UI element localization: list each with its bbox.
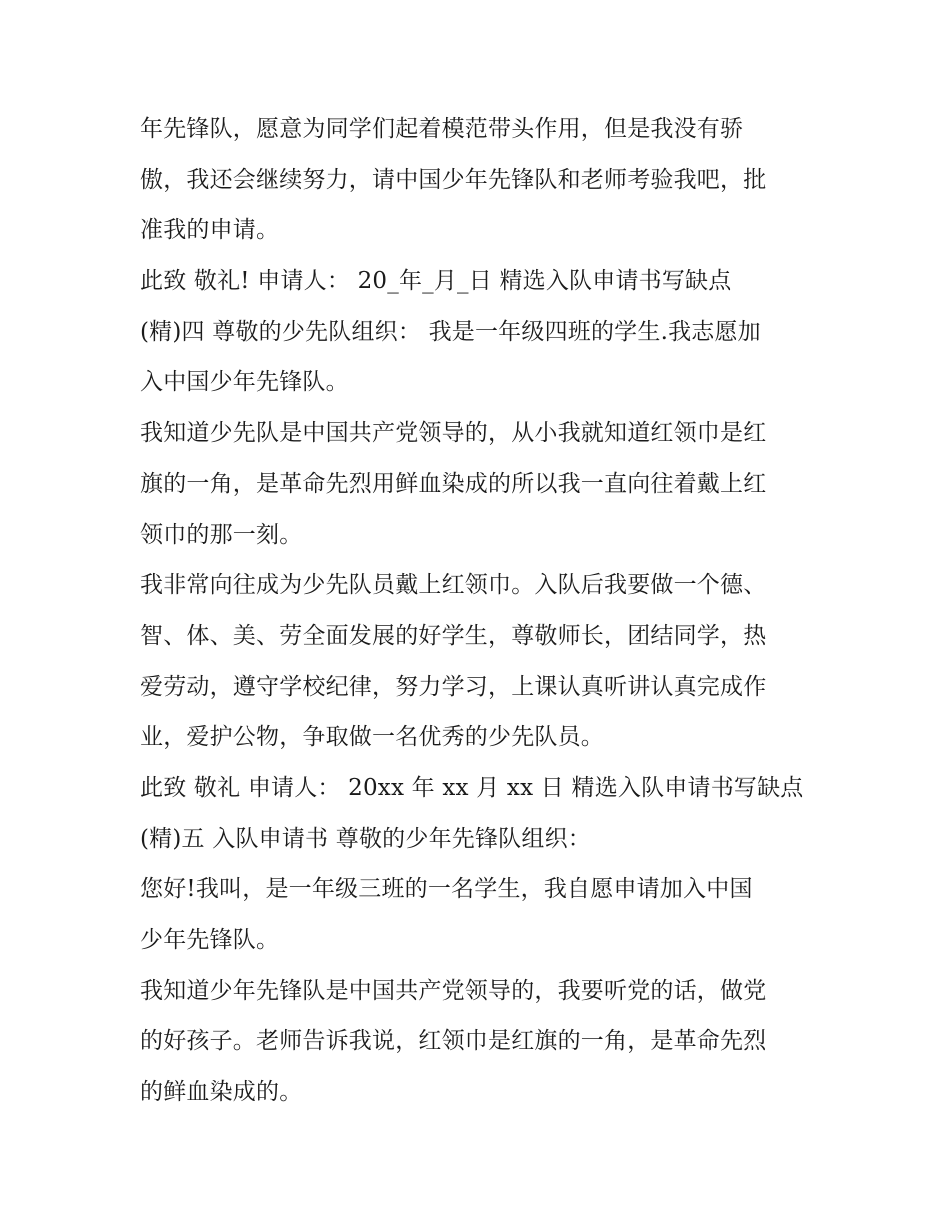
text-line: 我非常向往成为少先队员戴上红领巾。入队后我要做一个德、	[140, 572, 767, 599]
text-line: (精)四 尊敬的少先队组织： 我是一年级四班的学生.我志愿加	[140, 318, 761, 345]
text-line: 您好!我叫，是一年级三班的一名学生，我自愿申请加入中国	[140, 876, 753, 903]
text-line: 此致 敬礼! 申请人： 20_年_月_日 精选入队申请书写缺点	[140, 268, 732, 295]
text-line: 我知道少先队是中国共产党领导的，从小我就知道红领巾是红	[140, 420, 767, 447]
text-line: 的鲜血染成的。	[140, 1079, 303, 1106]
text-line: 年先锋队，愿意为同学们起着模范带头作用，但是我没有骄	[140, 116, 744, 142]
text-line: 爱劳动，遵守学校纪律，努力学习，上课认真听讲认真完成作	[140, 673, 767, 700]
text-line: 准我的申请。	[140, 217, 280, 244]
document-body	[140, 104, 820, 1118]
text-line: (精)五 入队申请书 尊敬的少年先锋队组织：	[140, 825, 591, 852]
text-line: 智、体、美、劳全面发展的好学生，尊敬师长，团结同学，热	[140, 622, 767, 649]
text-line: 傲，我还会继续努力，请中国少年先锋队和老师考验我吧，批	[140, 166, 767, 193]
text-line: 入中国少年先锋队。	[140, 369, 349, 396]
text-line: 领巾的那一刻。	[140, 521, 303, 548]
text-line: 旗的一角，是革命先烈用鲜血染成的所以我一直向往着戴上红	[140, 470, 767, 497]
text-line: 少年先锋队。	[140, 927, 280, 953]
text-line: 我知道少年先锋队是中国共产党领导的，我要听党的话，做党	[140, 977, 767, 1004]
text-line: 业，爱护公物，争取做一名优秀的少先队员。	[140, 724, 604, 751]
text-line: 的好孩子。老师告诉我说，红领巾是红旗的一角，是革命先烈	[140, 1028, 767, 1055]
text-line: 此致 敬礼 申请人： 20xx 年 xx 月 xx 日 精选入队申请书写缺点	[140, 774, 804, 801]
